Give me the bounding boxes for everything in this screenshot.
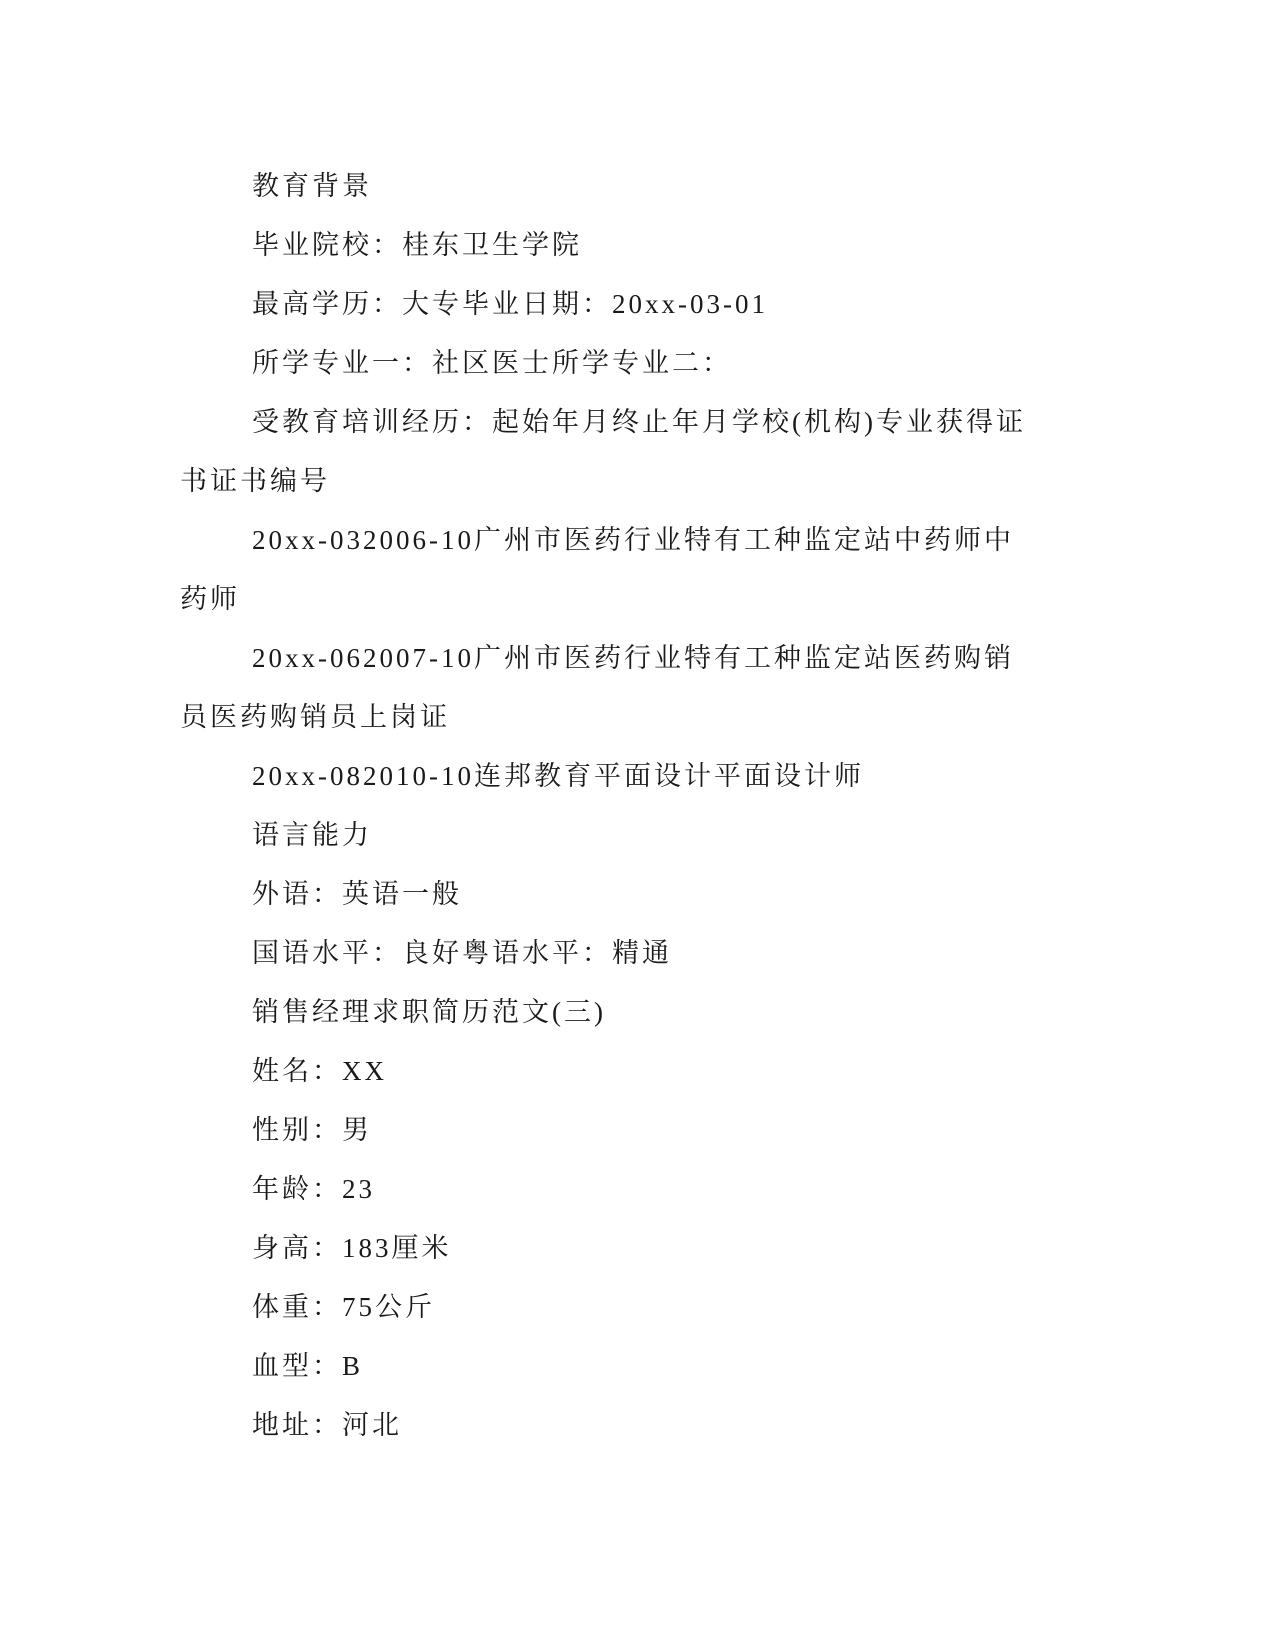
graduated-school: 毕业院校：桂东卫生学院 — [252, 230, 582, 260]
field-gender: 性别：男 — [252, 1115, 372, 1145]
major: 所学专业一：社区医士所学专业二： — [252, 348, 732, 378]
section-heading-education: 教育背景 — [252, 171, 372, 201]
field-age: 年龄：23 — [252, 1174, 375, 1204]
training-entry: 20xx-082010-10连邦教育平面设计平面设计师 — [252, 761, 864, 791]
mandarin-cantonese-level: 国语水平：良好粤语水平：精通 — [252, 938, 672, 968]
section-heading-language: 语言能力 — [252, 820, 372, 850]
field-name: 姓名：XX — [252, 1056, 387, 1086]
resume-title: 销售经理求职简历范文(三) — [252, 997, 606, 1027]
field-blood-type: 血型：B — [252, 1351, 364, 1381]
training-header: 受教育培训经历：起始年月终止年月学校(机构)专业获得证书证书编号 — [180, 407, 1026, 496]
document-body — [180, 157, 1030, 1455]
field-weight: 体重：75公斤 — [252, 1292, 435, 1322]
foreign-language: 外语：英语一般 — [252, 879, 462, 909]
training-entry: 20xx-062007-10广州市医药行业特有工种监定站医药购销员医药购销员上岗证 — [180, 643, 1014, 732]
training-entry: 20xx-032006-10广州市医药行业特有工种监定站中药师中药师 — [180, 525, 1014, 614]
highest-degree: 最高学历：大专毕业日期：20xx-03-01 — [252, 289, 768, 319]
field-height: 身高：183厘米 — [252, 1233, 452, 1263]
field-address: 地址：河北 — [252, 1410, 402, 1440]
